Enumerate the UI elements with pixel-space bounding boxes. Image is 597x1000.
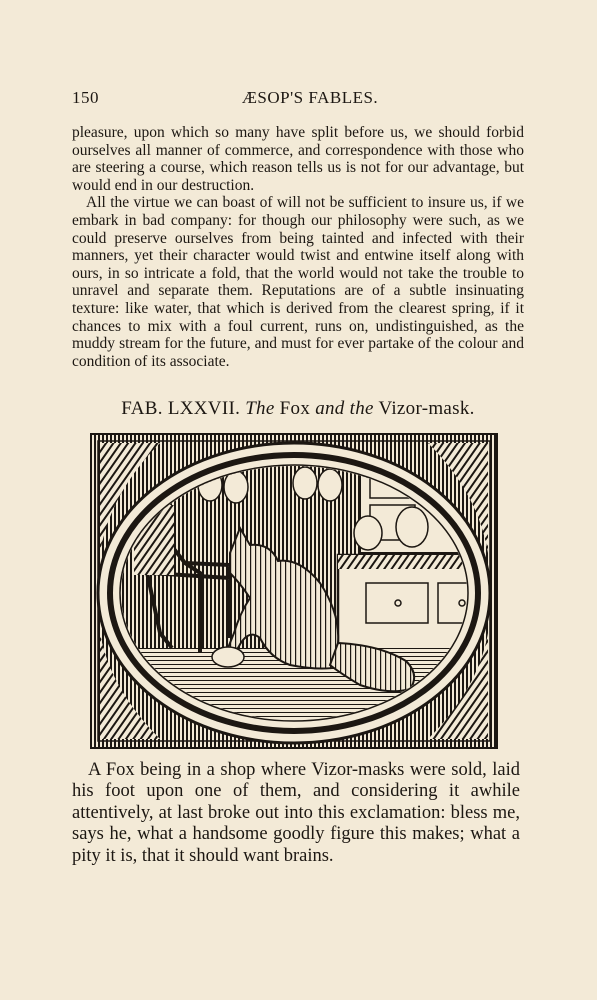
fable-text: [72, 760, 520, 867]
running-title: ÆSOP'S FABLES.: [241, 88, 379, 107]
moral-paragraph: All the virtue we can boast of will not be sufficient to insure us, if we embark in bad company: for though our philosophy were such, as we could preserve ourselves from being tainted and infected with their manners, yet their character would twist and entwine itself along with ours, in so intricate a fold, that the world would not take the trouble to unravel and separate them. Reputations are of a subtle insinuating texture: like water, that which is derived from the clearest spring, if it chances to mix with a foul current, runs on, undistinguished, as the muddy stream for the future, and must for ever partake of the colour and condition of its associate.: [72, 194, 524, 370]
moral-paragraph: pleasure, upon which so many have split before us, we should forbid ourselves all manner of commerce, and correspondence with those who are steering a course, which reason tells us is not for our advantage, but would end in our destruction.: [72, 124, 524, 194]
woodcut-fox-and-mask-image: [90, 433, 498, 749]
fable-title-the: The: [245, 398, 275, 419]
fable-number: FAB. LXXVII.: [121, 398, 241, 419]
page-number: 150: [72, 88, 99, 107]
fable-title-and-the: and the: [315, 398, 374, 419]
fable-title-fox: Fox: [279, 398, 311, 419]
moral-text: [72, 124, 524, 370]
fable-paragraph: A Fox being in a shop where Vizor-masks were sold, laid his foot upon one of them, and considering it awhile attentively, at last broke out into this exclamation: bless me, says he, what a handsome goodly figure this makes; what a pity it is, that it should want brains.: [72, 760, 520, 866]
woodcut-illustration: [90, 433, 498, 749]
page-header: [72, 88, 524, 112]
fable-heading: [72, 398, 524, 420]
fable-title-mask: Vizor-mask.: [378, 398, 475, 419]
